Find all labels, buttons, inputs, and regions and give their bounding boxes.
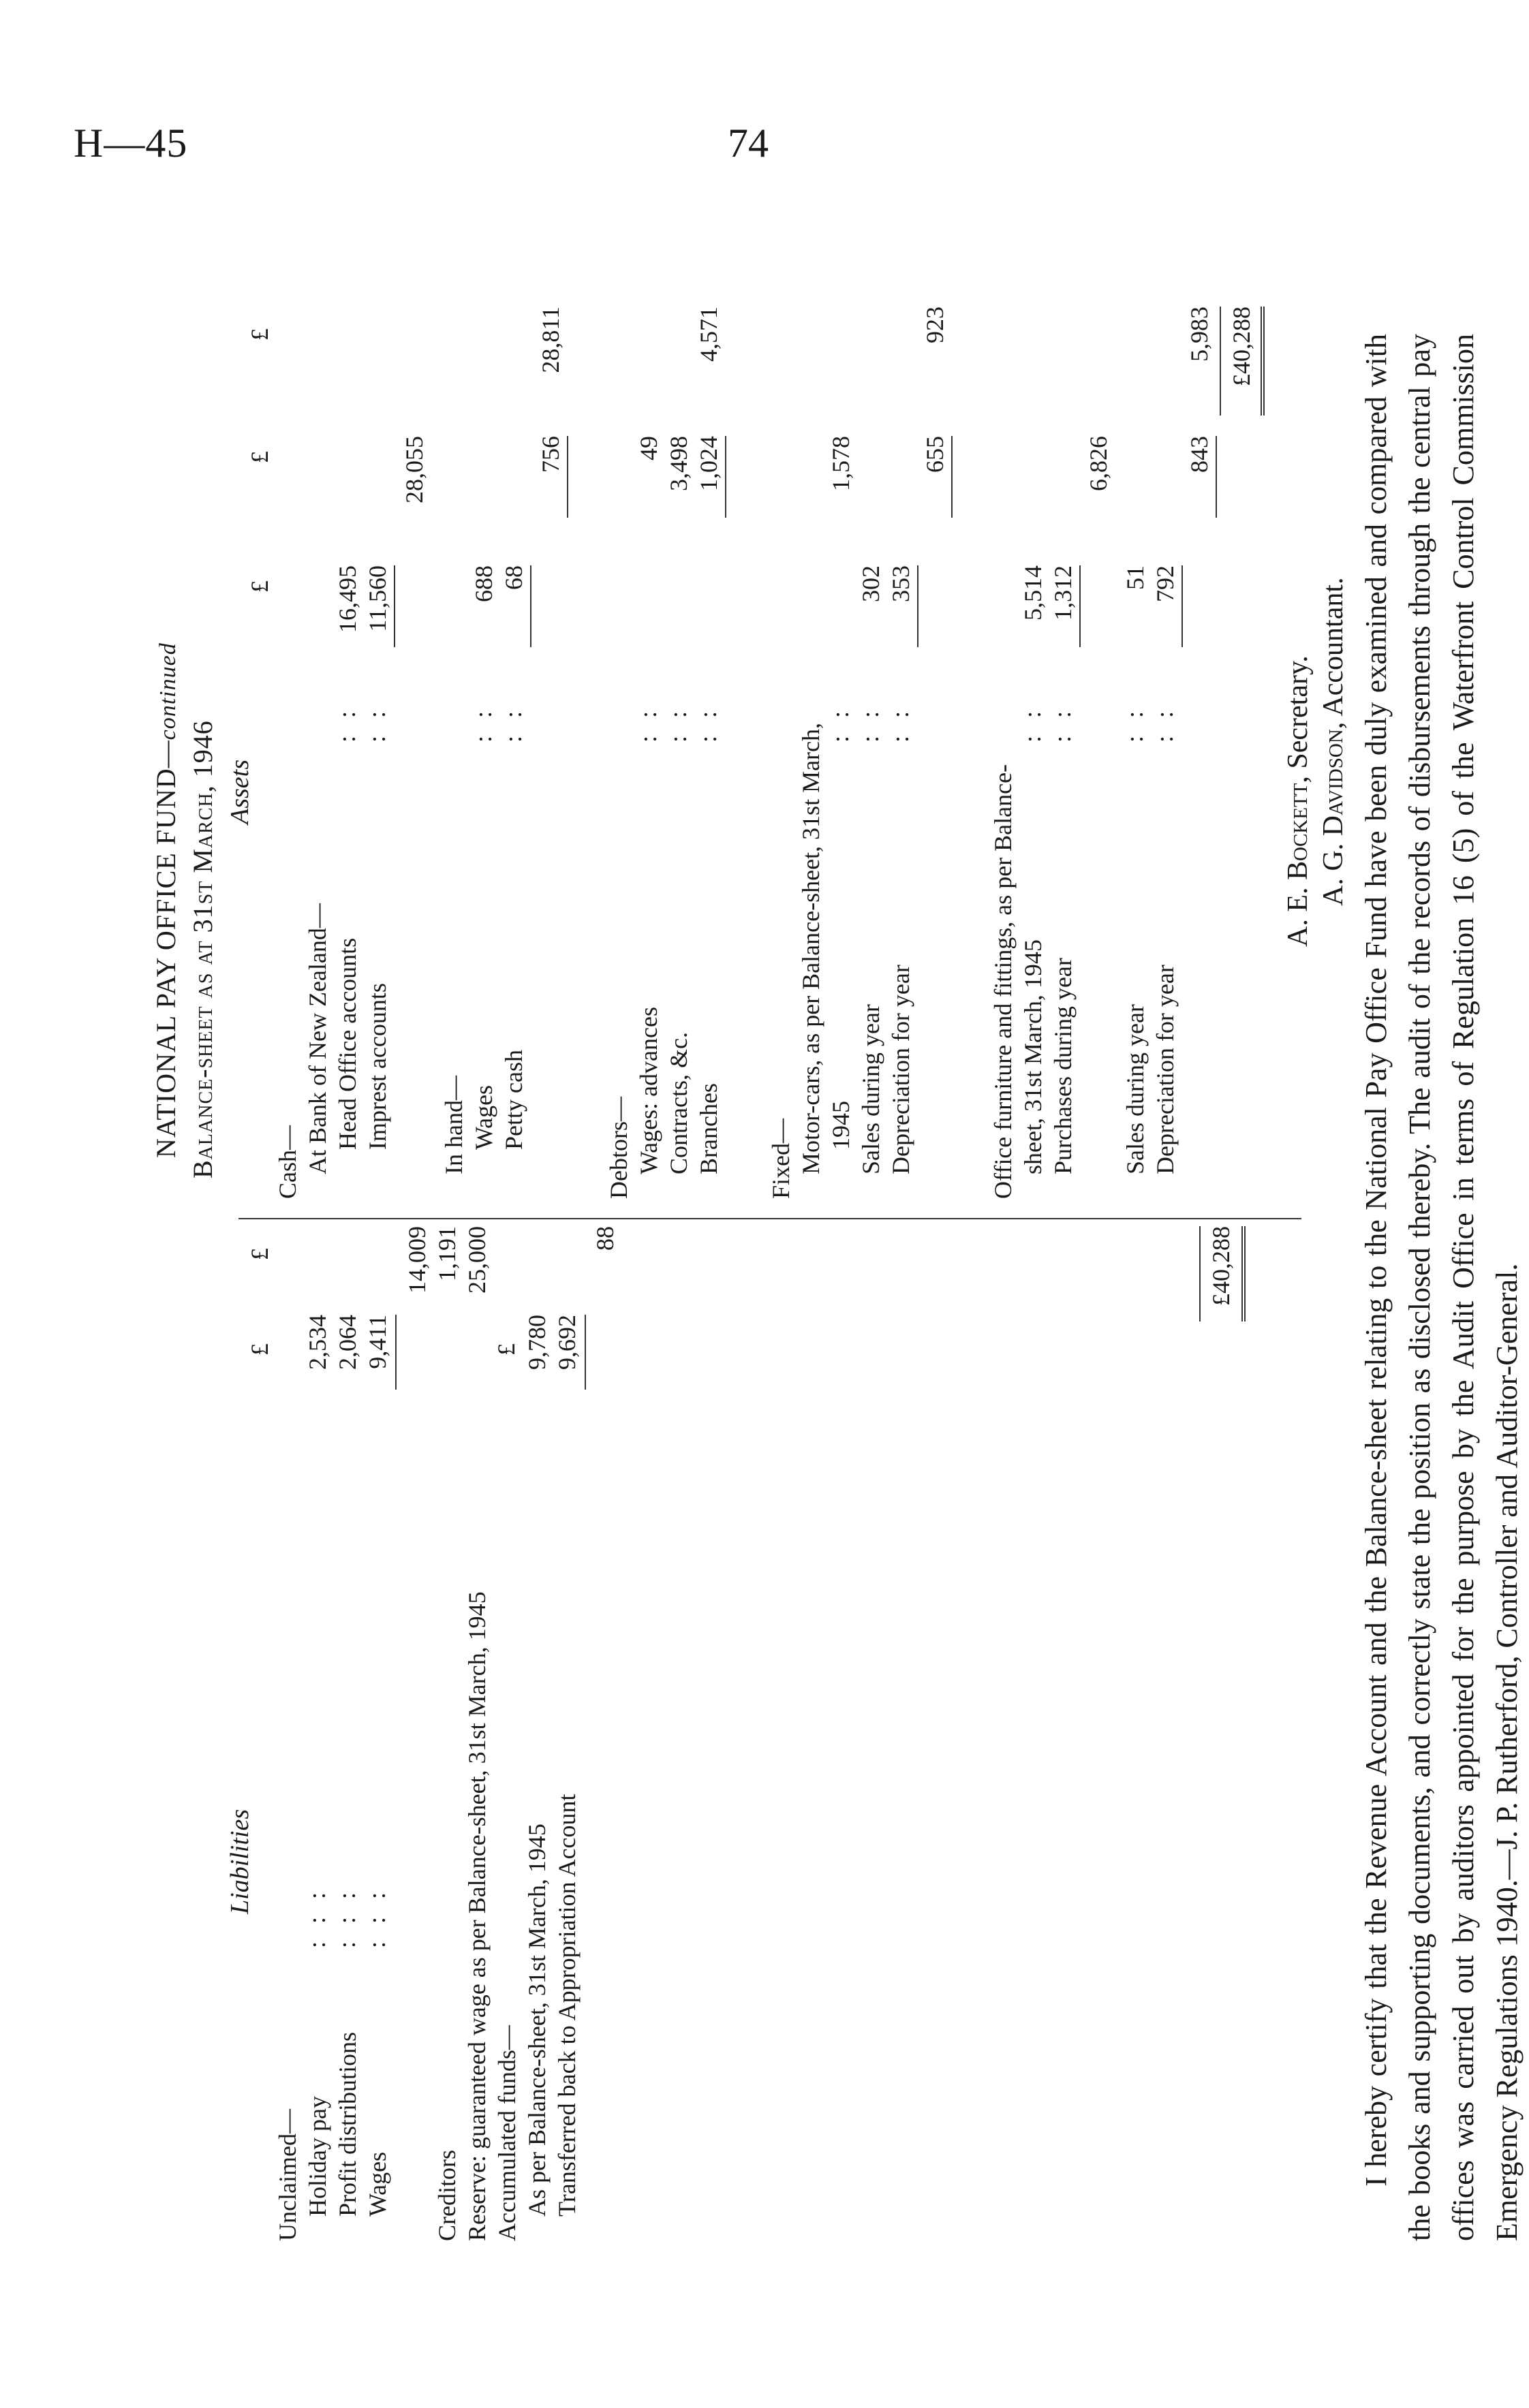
liabilities-total: £40,288 xyxy=(1207,1226,1235,1306)
subtotal-rule xyxy=(530,565,531,647)
bank-total: 28,055 xyxy=(401,436,428,503)
purchases-amount: 1,312 xyxy=(1049,565,1077,621)
motor-cars-year: 1945 xyxy=(827,1101,854,1150)
transferred-label: Transferred back to Appropriation Account xyxy=(553,1794,581,2217)
office-deductions: 843 xyxy=(1186,436,1213,473)
total-rule xyxy=(1220,307,1221,416)
motor-depreciation-amount: 353 xyxy=(887,565,914,602)
subtotal-rule xyxy=(1216,436,1217,518)
page-title: NATIONAL PAY OFFICE FUND—continued xyxy=(151,642,181,1158)
creditors-label: Creditors xyxy=(433,2150,461,2241)
office-total: 6,826 xyxy=(1085,436,1112,491)
subtotal-rule xyxy=(395,1315,397,1390)
debtors-label: Debtors— xyxy=(605,1097,632,1199)
branches-amount: 1,024 xyxy=(695,436,722,491)
imprest-label: Imprest accounts xyxy=(364,983,391,1150)
motor-sales-amount: 302 xyxy=(857,565,884,602)
in-hand-label: In hand— xyxy=(440,1076,467,1174)
office-furniture-amount: 5,514 xyxy=(1019,565,1047,621)
currency-header: £ xyxy=(246,580,273,593)
leader-dots: :: xyxy=(469,693,497,742)
leader-dots: :: xyxy=(363,693,390,742)
rotated-balance-sheet xyxy=(102,170,1524,2241)
office-furniture-label-cont: sheet, 31st March, 1945 xyxy=(1019,939,1047,1174)
assets-total: £40,288 xyxy=(1228,307,1255,386)
leader-dots: :: xyxy=(1049,693,1076,742)
leader-dots: :: xyxy=(1019,693,1046,742)
subtotal-rule xyxy=(567,436,568,518)
wages-label: Wages xyxy=(364,2151,391,2217)
accumulated-currency: £ xyxy=(493,1343,520,1356)
leader-dots: :: xyxy=(1121,693,1148,742)
branches-label: Branches xyxy=(695,1083,722,1174)
subtotal-rule xyxy=(1079,565,1081,647)
motor-net: 923 xyxy=(921,307,948,343)
signature-accountant: A. G. Davidson, Accountant. xyxy=(1318,577,1349,906)
cash-total: 28,811 xyxy=(537,307,564,373)
motor-deductions: 655 xyxy=(921,436,948,473)
leader-dots: ::: xyxy=(333,1874,360,1948)
audit-certificate: I hereby certify that the Revenue Account and the Balance-sheet relating to the National Pay Office Fund have been duly examined and compared with the books and supporting documents, and correctly state the position as disclosed thereby. The audit of the records of disbursements through the central pay offices was carried out by auditors appointed for the purpose by the Audit Office in terms of Regulation 16 (5) of the Waterfront Control Commission Emergency Regulations 1940.—J. P. Rutherford, Controller and Auditor-General. xyxy=(1359,334,1524,2241)
total-double-rule xyxy=(1261,307,1265,416)
subtotal-rule xyxy=(951,436,953,518)
transferred-amount: 9,692 xyxy=(553,1315,581,1370)
subtotal-rule xyxy=(725,436,726,518)
leader-dots: :: xyxy=(1151,693,1178,742)
leader-dots: :: xyxy=(856,693,884,742)
currency-header: £ xyxy=(246,1248,273,1260)
leader-dots: ::: xyxy=(303,1874,330,1948)
column-divider xyxy=(238,1218,1301,1219)
office-sales-label: Sales during year xyxy=(1122,1004,1149,1174)
total-double-rule xyxy=(1241,1226,1246,1322)
currency-header: £ xyxy=(246,451,273,463)
creditors-amount: 1,191 xyxy=(433,1226,461,1281)
office-depreciation-amount: 792 xyxy=(1152,565,1179,602)
total-rule xyxy=(1199,1226,1201,1322)
currency-header: £ xyxy=(246,328,273,341)
assets-heading: Assets xyxy=(226,760,254,824)
leader-dots: :: xyxy=(499,693,527,742)
page-code: H—45 xyxy=(74,121,188,166)
reserve-amount: 25,000 xyxy=(463,1226,491,1294)
leader-dots: :: xyxy=(664,693,692,742)
cash-label: Cash— xyxy=(274,1125,301,1199)
office-net: 5,983 xyxy=(1186,307,1213,362)
as-per-label: As per Balance-sheet, 31st March, 1945 xyxy=(523,1824,551,2217)
leader-dots: :: xyxy=(886,693,914,742)
holiday-pay-amount: 2,534 xyxy=(304,1315,331,1370)
hand-wages-amount: 688 xyxy=(470,565,497,602)
title-suffix: continued xyxy=(155,642,181,740)
subtotal-rule xyxy=(585,1315,586,1390)
wages-amount: 9,411 xyxy=(364,1315,391,1369)
head-office-amount: 16,495 xyxy=(334,565,361,633)
unclaimed-total: 14,009 xyxy=(403,1226,431,1294)
fixed-label: Fixed— xyxy=(767,1118,794,1199)
debtors-wages-amount: 49 xyxy=(635,436,662,460)
motor-depreciation-label: Depreciation for year xyxy=(887,965,914,1174)
hand-wages-label: Wages xyxy=(470,1084,497,1150)
holiday-pay-label: Holiday pay xyxy=(304,2096,331,2217)
motor-sales-label: Sales during year xyxy=(857,1004,884,1174)
hand-total: 756 xyxy=(537,436,564,473)
imprest-amount: 11,560 xyxy=(364,565,391,632)
leader-dots: :: xyxy=(694,693,722,742)
reserve-label: Reserve: guaranteed wage as per Balance-sheet, 31st March, 1945 xyxy=(463,1591,491,2241)
liabilities-heading: Liabilities xyxy=(226,1809,254,1914)
leader-dots: :: xyxy=(634,693,662,742)
office-sales-amount: 51 xyxy=(1122,565,1149,590)
motor-cars-label: Motor-cars, as per Balance-sheet, 31st March, xyxy=(797,722,824,1174)
profit-distributions-amount: 2,064 xyxy=(334,1315,361,1370)
debtors-wages-label: Wages: advances xyxy=(635,1007,662,1174)
petty-cash-amount: 68 xyxy=(500,565,527,590)
unclaimed-label: Unclaimed— xyxy=(274,2109,301,2241)
motor-cars-amount: 1,578 xyxy=(827,436,854,491)
contracts-amount: 3,498 xyxy=(665,436,692,491)
accumulated-funds-label: Accumulated funds— xyxy=(493,2025,521,2241)
office-depreciation-label: Depreciation for year xyxy=(1152,965,1179,1174)
petty-cash-label: Petty cash xyxy=(500,1050,527,1150)
leader-dots: ::: xyxy=(363,1874,390,1948)
as-per-amount: 9,780 xyxy=(523,1315,551,1370)
leader-dots: :: xyxy=(827,693,854,742)
purchases-label: Purchases during year xyxy=(1049,958,1077,1174)
debtors-total: 4,571 xyxy=(695,307,722,362)
bank-label: At Bank of New Zealand— xyxy=(304,903,331,1174)
office-furniture-label: Office furniture and fittings, as per Balance- xyxy=(989,764,1017,1199)
accumulated-net: 88 xyxy=(591,1226,619,1251)
head-office-label: Head Office accounts xyxy=(334,937,361,1150)
signature-secretary: A. E. Bockett, Secretary. xyxy=(1282,655,1314,947)
currency-header: £ xyxy=(246,1343,273,1356)
profit-distributions-label: Profit distributions xyxy=(334,2031,361,2217)
subtotal-rule xyxy=(394,565,395,647)
contracts-label: Contracts, &c. xyxy=(665,1032,692,1174)
subtotal-rule xyxy=(917,565,918,647)
page-number: 74 xyxy=(728,121,769,166)
leader-dots: :: xyxy=(333,693,360,742)
sheet-subtitle: Balance-sheet as at 31st March, 1946 xyxy=(187,720,218,1178)
subtotal-rule xyxy=(1182,565,1183,647)
